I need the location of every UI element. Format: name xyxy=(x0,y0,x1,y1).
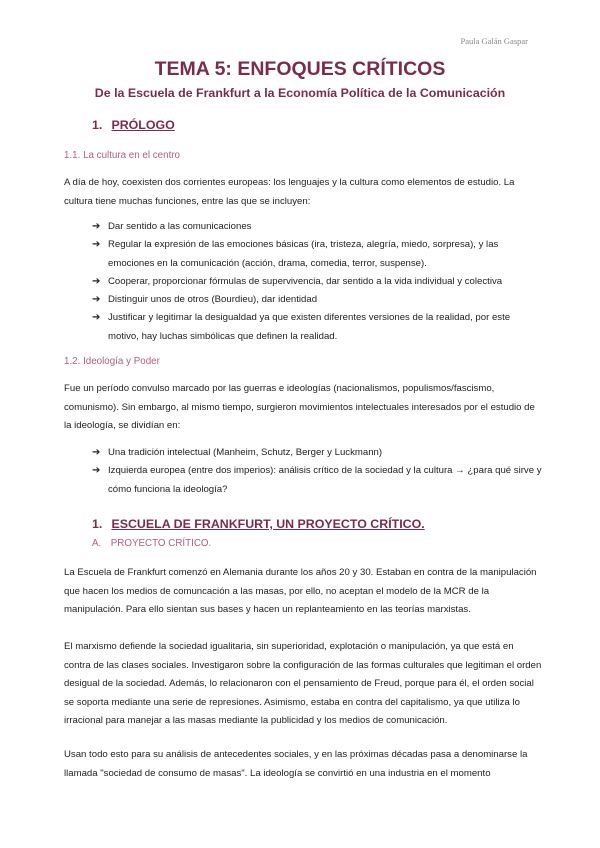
arrow-bullet-icon: ➔ xyxy=(92,275,101,287)
arrow-bullet-icon: ➔ xyxy=(92,312,101,324)
list-item: ➔ Justificar y legitimar la desigualdad ya que existen diferentes versiones de la realidad, por este motivo, hay luchas simbólicas que definen la realidad. xyxy=(92,309,542,346)
section-number: 1. xyxy=(92,118,103,132)
paragraph-frankfurt-3: Usan todo esto para su análisis de antecedentes sociales, y en las próximas décadas pasa a denominarse la llamada "sociedad de consumo de masas". La ideología se convirtió en una industria en el momento xyxy=(64,749,528,779)
subsection-letter: A. xyxy=(92,538,102,549)
list-funciones-cultura xyxy=(92,218,542,346)
arrow-bullet-icon: ➔ xyxy=(92,221,101,232)
subsection-heading-proyecto-critico xyxy=(92,538,211,549)
paragraph-frankfurt-1: La Escuela de Frankfurt comenzó en Alemania durante los años 20 y 30. Estaban en contra de la manipulación que hacen los medios de comuncación a las masas, por ello, no aceptan el modelo de la MCR de la manipulación. Para ello sientan sus bases y hacen un replanteamiento en las teorías marxistas. xyxy=(64,567,537,615)
author-name: Paula Galán Gaspar xyxy=(460,36,528,46)
document-title: TEMA 5: ENFOQUES CRÍTICOS xyxy=(154,58,446,80)
list-item: ➔ Regular la expresión de las emociones básicas (ira, tristeza, alegría, miedo, sorpresa), y las emociones en la comunicación (acción, drama, comedia, terror, suspense). xyxy=(92,236,542,273)
paragraph-cultura-intro: A día de hoy, coexisten dos corrientes europeas: los lenguajes y la cultura como elementos de estudio. La cultura tiene muchas funciones, entre las que se incluyen: xyxy=(64,177,515,207)
arrow-bullet-icon: ➔ xyxy=(92,239,101,251)
arrow-bullet-icon: ➔ xyxy=(92,294,101,306)
section-number: 1. xyxy=(92,517,103,531)
document-subtitle: De la Escuela de Frankfurt a la Economía Política de la Comunicación xyxy=(94,86,506,100)
paragraph-ideologia-intro: Fue un período convulso marcado por las guerras e ideologías (nacionalismos, populismos/fascismo, comunismo). Sin embargo, al mismo tiempo, surgieron movimientos intelectuales interesados por el estudio de la ideología, se dividían en: xyxy=(64,383,535,431)
list-movimientos-intelectuales xyxy=(92,444,542,499)
list-item: ➔ Distinguir unos de otros (Bourdieu), dar identidad xyxy=(92,291,542,309)
section-title: PRÓLOGO xyxy=(111,118,175,132)
list-item: ➔ Izquierda europea (entre dos imperios): análisis crítico de la sociedad y la cultura → ¿para qué sirve y cómo funciona la ideología? xyxy=(92,462,542,499)
list-item: ➔ Una tradición intelectual (Manheim, Schutz, Berger y Luckmann) xyxy=(92,444,542,462)
list-item: ➔ Dar sentido a las comunicaciones xyxy=(92,218,542,236)
subsection-title: PROYECTO CRÍTICO. xyxy=(110,538,212,549)
paragraph-frankfurt-2: El marxismo defiende la sociedad igualitaria, sin superioridad, explotación o manipulación, ya que está en contra de las clases sociales. Investigaron sobre la configuración de las formas culturales que legitiman el orden desigual de la sociedad. Además, lo relacionaron con el pensamiento de Freud, porque para él, el orden social se soporta mediante una serie de represiones. Asimismo, estaba en contra del capitalismo, ya que utiliza lo irracional para manejar a las masas mediante la publicidad y los medios de comunicación. xyxy=(64,641,542,726)
list-item: ➔ Cooperar, proporcionar fórmulas de supervivencia, dar sentido a la vida individual y colectiva xyxy=(92,273,542,291)
section-heading-prologo xyxy=(92,118,175,132)
subsection-heading-1-2: 1.2. Ideología y Poder xyxy=(64,356,160,367)
subsection-heading-1-1: 1.1. La cultura en el centro xyxy=(64,150,181,161)
section-title: ESCUELA DE FRANKFURT, UN PROYECTO CRÍTICO. xyxy=(111,517,425,531)
arrow-bullet-icon: ➔ xyxy=(92,447,101,458)
section-heading-frankfurt xyxy=(92,517,425,531)
arrow-bullet-icon: ➔ xyxy=(92,465,101,477)
